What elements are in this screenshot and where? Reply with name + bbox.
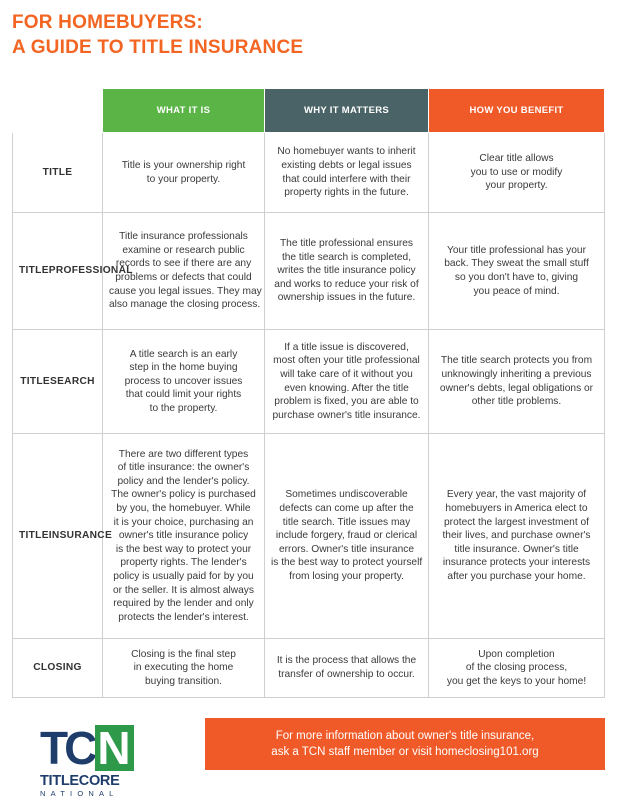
row-label-line: TITLE bbox=[19, 530, 49, 542]
logo-letter-t: T bbox=[40, 722, 65, 774]
cell-text-line: Every year, the vast majority of bbox=[446, 489, 587, 501]
cell-text-line: you peace of mind. bbox=[473, 285, 560, 297]
cell-text-line: your property. bbox=[485, 180, 548, 192]
title-insurance-guide-table bbox=[12, 88, 605, 698]
cell-what-it-is bbox=[103, 213, 265, 330]
cell-text-line: problem is fixed, you are able to bbox=[274, 396, 419, 408]
row-label bbox=[13, 213, 133, 330]
row-label-line: SEARCH bbox=[49, 375, 95, 387]
cell-text-line: other title problems. bbox=[471, 396, 562, 408]
cell-text-line: examine or research public bbox=[122, 244, 245, 256]
table-row bbox=[13, 434, 605, 639]
cell-text-line: is the best way to protect your bbox=[115, 543, 252, 555]
cell-text-line: homebuyers in America elect to bbox=[445, 503, 588, 515]
cell-text-line: Title insurance professionals bbox=[119, 231, 248, 243]
logo-company-name: TITLECORE bbox=[40, 773, 120, 789]
cell-text-line: property rights. The lender's bbox=[120, 557, 247, 569]
cell-text-line: required by the lender and only bbox=[113, 598, 254, 610]
cell-text-line: by you, the homebuyer. While bbox=[116, 503, 251, 515]
banner-line-2: ask a TCN staff member or visit homeclosing101.org bbox=[271, 746, 539, 758]
row-label-line: CLOSING bbox=[33, 662, 82, 674]
cell-text-line: after you purchase your home. bbox=[447, 570, 586, 582]
cell-text-line: The title professional ensures bbox=[279, 238, 414, 250]
cell-text-line: include forgery, fraud or clerical bbox=[275, 530, 418, 542]
cell-text-line: ownership issues in the future. bbox=[277, 292, 416, 304]
cell-text-line: unknowingly inheriting a previous bbox=[441, 368, 592, 380]
cell-text-line: title search. Title issues may bbox=[282, 516, 411, 528]
cell-how-you-benefit bbox=[429, 434, 605, 639]
logo-letter-n: N bbox=[95, 725, 133, 771]
cell-why-it-matters bbox=[265, 330, 429, 434]
cell-text-line: buying transition. bbox=[144, 675, 223, 687]
cell-text-line: writes the title insurance policy bbox=[277, 265, 416, 277]
row-label bbox=[13, 639, 103, 698]
cell-text-line: purchase owner's title insurance. bbox=[272, 409, 421, 421]
cell-text-line: that could limit your rights bbox=[125, 389, 242, 401]
cell-text-line: will take care of it without you bbox=[280, 368, 413, 380]
cell-text-line: Clear title allows bbox=[479, 153, 554, 165]
column-header-what-it-is: WHAT IT IS bbox=[103, 89, 265, 133]
cell-text-line: of title insurance: the owner's bbox=[117, 462, 250, 474]
cell-text-line: you to use or modify bbox=[470, 166, 563, 178]
row-label bbox=[13, 434, 113, 639]
cell-text-line: owner's debts, legal obligations or bbox=[439, 382, 594, 394]
row-label bbox=[13, 330, 103, 434]
cell-how-you-benefit bbox=[429, 639, 605, 698]
cell-text-line: There are two different types bbox=[118, 448, 249, 460]
logo-subtitle: NATIONAL bbox=[40, 789, 119, 798]
cell-text-line: back. They sweat the small stuff bbox=[444, 258, 589, 270]
cell-text-line: defects can come up after the bbox=[279, 503, 414, 515]
titlecore-national-logo bbox=[40, 723, 156, 801]
column-header-why-it-matters: WHY IT MATTERS bbox=[265, 89, 429, 133]
row-label-line: TITLE bbox=[42, 166, 73, 178]
cell-what-it-is bbox=[103, 330, 265, 434]
cell-text-line: so you don't have to, giving bbox=[454, 272, 579, 283]
cell-text-line: protect the largest investment of bbox=[444, 516, 589, 528]
cell-what-it-is bbox=[103, 434, 265, 639]
cell-text-line: their lives, and purchase owner's bbox=[442, 530, 591, 542]
cell-why-it-matters bbox=[265, 434, 429, 639]
cell-text-line: A title search is an early bbox=[129, 348, 238, 360]
row-label-line: INSURANCE bbox=[48, 530, 113, 542]
cell-text-line: insurance protects your interests bbox=[442, 557, 591, 569]
row-label-line: TITLE bbox=[20, 375, 50, 387]
more-info-banner bbox=[205, 718, 605, 770]
cell-text-line: problems or defects that could bbox=[115, 272, 252, 283]
cell-text-line: step in the home buying bbox=[129, 362, 238, 374]
cell-text-line: to your property. bbox=[146, 173, 221, 185]
cell-why-it-matters bbox=[265, 639, 429, 698]
table-row bbox=[13, 213, 605, 330]
cell-how-you-benefit bbox=[429, 213, 605, 330]
row-label-line: PROFESSIONAL bbox=[48, 265, 133, 277]
cell-text-line: is the best way to protect yourself bbox=[271, 557, 423, 569]
cell-text-line: If a title issue is discovered, bbox=[284, 341, 409, 353]
cell-text-line: even knowing. After the title bbox=[284, 382, 409, 394]
cell-text-line: It is the process that allows the bbox=[276, 655, 417, 667]
cell-text-line: property rights in the future. bbox=[284, 187, 409, 199]
table-header-row bbox=[13, 89, 605, 133]
cell-text-line: The title search protects you from bbox=[440, 355, 593, 367]
table-body bbox=[13, 133, 605, 698]
cell-how-you-benefit bbox=[429, 330, 605, 434]
cell-text-line: policy is usually paid for by you bbox=[113, 570, 254, 582]
cell-text-line: Sometimes undiscoverable bbox=[285, 489, 408, 501]
cell-text-line: the title search is completed, bbox=[281, 251, 412, 263]
cell-text-line: errors. Owner's title insurance bbox=[279, 543, 414, 555]
cell-what-it-is bbox=[103, 639, 265, 698]
tcn-monogram bbox=[40, 722, 156, 774]
title-line-1: FOR HOMEBUYERS: bbox=[12, 12, 203, 33]
cell-text-line: protects the lender's interest. bbox=[118, 611, 249, 623]
cell-text-line: most often your title professional bbox=[273, 355, 420, 367]
row-label bbox=[13, 133, 103, 213]
cell-text-line: you get the keys to your home! bbox=[446, 675, 587, 687]
cell-text-line: The owner's policy is purchased bbox=[111, 489, 256, 501]
cell-text-line: or the seller. It is almost always bbox=[113, 584, 254, 596]
cell-text-line: cause you legal issues. They may bbox=[109, 285, 262, 297]
cell-text-line: in executing the home bbox=[133, 662, 234, 674]
cell-how-you-benefit bbox=[429, 133, 605, 213]
title-line-2: A GUIDE TO TITLE INSURANCE bbox=[12, 37, 304, 58]
header-corner bbox=[13, 89, 103, 133]
cell-text-line: transfer of ownership to occur. bbox=[278, 669, 415, 680]
cell-text-line: existing debts or legal issues bbox=[281, 159, 412, 171]
cell-text-line: owner's title insurance policy bbox=[118, 530, 249, 542]
table-row bbox=[13, 330, 605, 434]
cell-text-line: records to see if there are any bbox=[115, 258, 252, 270]
cell-text-line: Closing is the final step bbox=[131, 648, 236, 660]
cell-text-line: also manage the closing process. bbox=[109, 299, 261, 311]
cell-text-line: Your title professional has your bbox=[447, 244, 586, 256]
cell-why-it-matters bbox=[265, 133, 429, 213]
row-label-line: TITLE bbox=[19, 265, 49, 277]
cell-text-line: process to uncover issues bbox=[124, 375, 243, 387]
cell-text-line: to the property. bbox=[149, 402, 218, 414]
cell-text-line: No homebuyer wants to inherit bbox=[277, 146, 416, 158]
table-row bbox=[13, 133, 605, 213]
page-title bbox=[12, 10, 303, 60]
cell-text-line: Upon completion bbox=[478, 648, 555, 660]
cell-text-line: that could interfere with their bbox=[282, 173, 411, 185]
banner-line-1: For more information about owner's title insurance, bbox=[275, 730, 535, 742]
cell-what-it-is bbox=[103, 133, 265, 213]
column-header-how-you-benefit: HOW YOU BENEFIT bbox=[429, 89, 605, 133]
cell-text-line: of the closing process, bbox=[465, 662, 568, 674]
cell-why-it-matters bbox=[265, 213, 429, 330]
cell-text-line: and works to reduce your risk of bbox=[274, 278, 419, 290]
cell-text-line: policy and the lender's policy. bbox=[117, 475, 250, 487]
logo-letter-c: C bbox=[64, 722, 94, 774]
cell-text-line: Title is your ownership right bbox=[121, 159, 246, 171]
cell-text-line: it is your choice, purchasing an bbox=[113, 516, 254, 528]
table-row bbox=[13, 639, 605, 698]
cell-text-line: from losing your property. bbox=[289, 570, 404, 582]
cell-text-line: title insurance. Owner's title bbox=[454, 543, 579, 555]
